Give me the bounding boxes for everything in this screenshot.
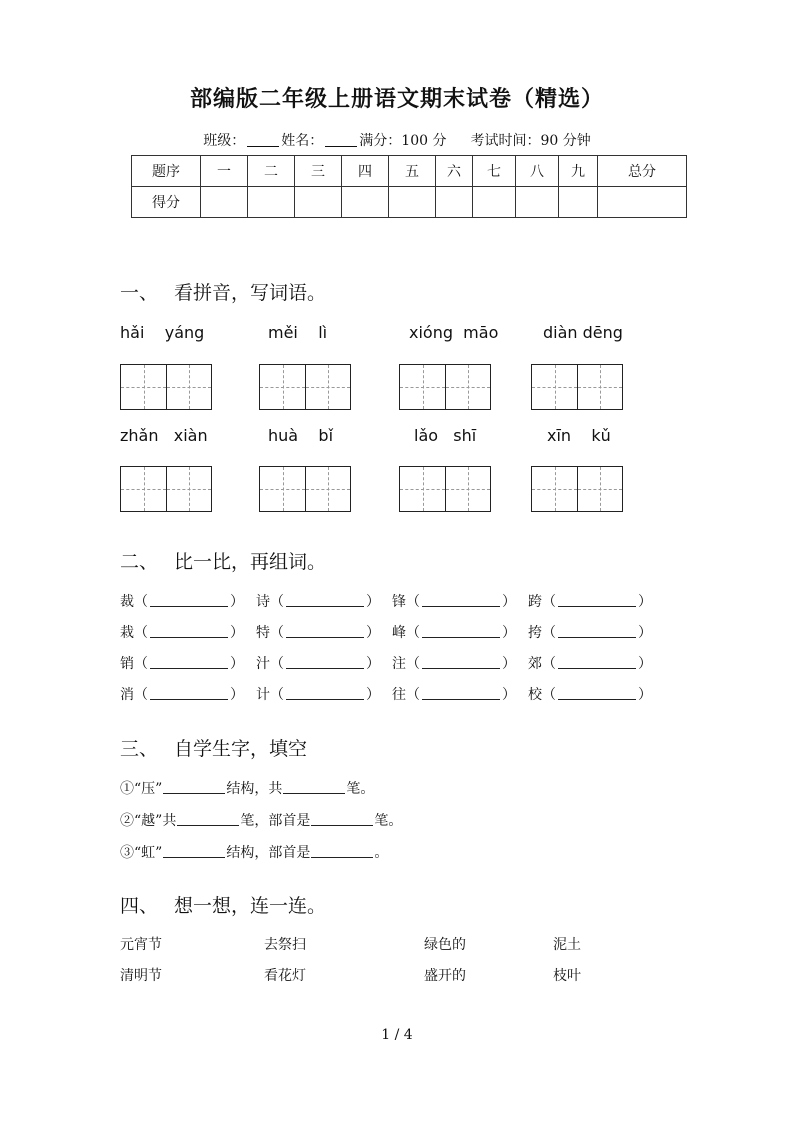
character: 跨 (528, 594, 542, 610)
answer-blank[interactable] (163, 845, 225, 858)
open-paren: （ (542, 625, 556, 641)
section-title: 自学生字，填空 (174, 738, 308, 760)
answer-blank[interactable] (163, 781, 225, 794)
close-paren: ） (366, 594, 380, 610)
class-label: 班级： (203, 133, 246, 149)
score-header: 四 (342, 156, 389, 187)
fill-text: ③“虹” (120, 845, 163, 861)
answer-blank[interactable] (558, 656, 636, 669)
character: 诗 (256, 594, 270, 610)
match-item[interactable]: 清明节 (120, 968, 162, 984)
score-cell[interactable] (201, 187, 248, 218)
close-paren: ） (638, 594, 652, 610)
close-paren: ） (230, 687, 244, 703)
writing-grid[interactable] (259, 466, 351, 512)
character: 栽 (120, 625, 134, 641)
answer-blank[interactable] (558, 687, 636, 700)
answer-blank[interactable] (558, 625, 636, 638)
match-item[interactable]: 元宵节 (120, 937, 162, 953)
page-title: 部编版二年级上册语文期末试卷（精选） (189, 86, 604, 112)
answer-blank[interactable] (150, 594, 228, 607)
word-pair-item (528, 684, 652, 704)
pinyin-label: xióng māo (409, 323, 499, 342)
close-paren: ） (366, 625, 380, 641)
character: 郊 (528, 656, 542, 672)
pinyin-label: zhǎn xiàn (120, 426, 208, 445)
score-header: 题序 (132, 156, 201, 187)
score-header: 二 (248, 156, 295, 187)
section-title: 看拼音，写词语。 (174, 282, 327, 304)
character: 往 (392, 687, 406, 703)
fill-text: 结构，共 (226, 781, 283, 797)
character: 特 (256, 625, 270, 641)
close-paren: ） (638, 656, 652, 672)
exam-info (0, 130, 794, 150)
close-paren: ） (502, 687, 516, 703)
close-paren: ） (502, 625, 516, 641)
exam-time: 考试时间：90 分钟 (470, 133, 591, 149)
writing-grid[interactable] (259, 364, 351, 410)
open-paren: （ (406, 625, 420, 641)
answer-blank[interactable] (286, 656, 364, 669)
character: 挎 (528, 625, 542, 641)
character: 汁 (256, 656, 270, 672)
section-number: 四、 (120, 895, 159, 917)
character: 峰 (392, 625, 406, 641)
close-paren: ） (638, 625, 652, 641)
section1-heading (120, 278, 326, 305)
match-item[interactable]: 盛开的 (424, 968, 466, 984)
open-paren: （ (270, 625, 284, 641)
score-header: 八 (516, 156, 559, 187)
score-header: 九 (559, 156, 598, 187)
score-header-row (132, 156, 687, 187)
fill-text: 。 (374, 845, 389, 861)
word-pair-item (256, 591, 380, 611)
score-cell[interactable] (598, 187, 687, 218)
match-item[interactable]: 绿色的 (424, 937, 466, 953)
answer-blank[interactable] (150, 656, 228, 669)
match-item[interactable]: 泥土 (553, 937, 581, 953)
writing-grid[interactable] (120, 466, 212, 512)
answer-blank[interactable] (311, 813, 373, 826)
answer-blank[interactable] (286, 687, 364, 700)
score-cell[interactable] (295, 187, 342, 218)
character: 锋 (392, 594, 406, 610)
open-paren: （ (406, 594, 420, 610)
close-paren: ） (230, 594, 244, 610)
pinyin-label: huà bǐ (268, 426, 334, 445)
match-item[interactable]: 看花灯 (264, 968, 306, 984)
answer-blank[interactable] (150, 687, 228, 700)
word-pair-item (392, 684, 516, 704)
pinyin-label: hǎi yáng (120, 323, 205, 342)
close-paren: ） (366, 687, 380, 703)
character: 计 (256, 687, 270, 703)
score-value-row (132, 187, 687, 218)
word-pair-item (120, 591, 244, 611)
close-paren: ） (502, 594, 516, 610)
character: 销 (120, 656, 134, 672)
score-header: 三 (295, 156, 342, 187)
answer-blank[interactable] (283, 781, 345, 794)
section-title: 想一想，连一连。 (174, 895, 327, 917)
open-paren: （ (406, 656, 420, 672)
answer-blank[interactable] (150, 625, 228, 638)
score-cell[interactable] (342, 187, 389, 218)
score-header: 六 (436, 156, 473, 187)
match-item[interactable]: 去祭扫 (264, 937, 306, 953)
fill-text: ①“压” (120, 781, 163, 797)
character: 注 (392, 656, 406, 672)
answer-blank[interactable] (422, 687, 500, 700)
section-number: 三、 (120, 738, 159, 760)
character: 消 (120, 687, 134, 703)
fill-item (120, 778, 374, 798)
score-cell[interactable] (389, 187, 436, 218)
section-title: 比一比，再组词。 (174, 551, 327, 573)
word-pair-item (256, 622, 380, 642)
writing-grid[interactable] (531, 364, 623, 410)
word-pair-item (528, 591, 652, 611)
answer-blank[interactable] (177, 813, 239, 826)
full-score: 满分：100 分 (359, 133, 447, 149)
character: 裁 (120, 594, 134, 610)
pinyin-label: xīn kǔ (547, 426, 611, 445)
writing-grid[interactable] (120, 364, 212, 410)
score-cell[interactable] (248, 187, 295, 218)
score-cell[interactable] (559, 187, 598, 218)
answer-blank[interactable] (558, 594, 636, 607)
score-header: 五 (389, 156, 436, 187)
close-paren: ） (638, 687, 652, 703)
score-header: 一 (201, 156, 248, 187)
name-label: 姓名： (281, 133, 324, 149)
character: 校 (528, 687, 542, 703)
close-paren: ） (230, 656, 244, 672)
open-paren: （ (134, 687, 148, 703)
open-paren: （ (134, 625, 148, 641)
score-cell[interactable] (473, 187, 516, 218)
close-paren: ） (502, 656, 516, 672)
open-paren: （ (542, 687, 556, 703)
word-pair-item (256, 684, 380, 704)
word-pair-item (120, 653, 244, 673)
open-paren: （ (270, 594, 284, 610)
close-paren: ） (366, 656, 380, 672)
open-paren: （ (134, 656, 148, 672)
pinyin-label: lǎo shī (414, 426, 477, 445)
word-pair-item (528, 622, 652, 642)
fill-text: 结构，部首是 (226, 845, 311, 861)
open-paren: （ (406, 687, 420, 703)
answer-blank[interactable] (311, 845, 373, 858)
open-paren: （ (542, 656, 556, 672)
section-number: 二、 (120, 551, 159, 573)
answer-blank[interactable] (422, 625, 500, 638)
open-paren: （ (542, 594, 556, 610)
open-paren: （ (134, 594, 148, 610)
word-pair-item (392, 622, 516, 642)
fill-text: ②“越”共 (120, 813, 177, 829)
answer-blank[interactable] (286, 594, 364, 607)
section3-heading (120, 734, 307, 761)
answer-blank[interactable] (286, 625, 364, 638)
word-pair-item (528, 653, 652, 673)
fill-text: 笔。 (346, 781, 375, 797)
word-pair-item (120, 622, 244, 642)
open-paren: （ (270, 687, 284, 703)
score-header: 七 (473, 156, 516, 187)
writing-grid[interactable] (531, 466, 623, 512)
pinyin-label: diàn dēng (543, 323, 623, 342)
fill-item (120, 842, 388, 862)
match-item[interactable]: 枝叶 (553, 968, 581, 984)
section2-heading (120, 547, 326, 574)
page-number: 1 / 4 (381, 1027, 413, 1043)
score-row-label: 得分 (132, 187, 201, 218)
fill-item (120, 810, 402, 830)
writing-grid[interactable] (399, 364, 491, 410)
fill-text: 笔。 (374, 813, 403, 829)
word-pair-item (392, 653, 516, 673)
score-cell[interactable] (436, 187, 473, 218)
answer-blank[interactable] (422, 656, 500, 669)
word-pair-item (392, 591, 516, 611)
word-pair-item (256, 653, 380, 673)
writing-grid[interactable] (399, 466, 491, 512)
fill-text: 笔，部首是 (240, 813, 311, 829)
open-paren: （ (270, 656, 284, 672)
close-paren: ） (230, 625, 244, 641)
answer-blank[interactable] (422, 594, 500, 607)
section4-heading (120, 891, 326, 918)
score-table (131, 155, 687, 218)
name-blank[interactable] (325, 132, 357, 147)
pinyin-label: měi lì (268, 323, 328, 342)
word-pair-item (120, 684, 244, 704)
class-blank[interactable] (247, 132, 279, 147)
section-number: 一、 (120, 282, 159, 304)
score-cell[interactable] (516, 187, 559, 218)
score-header: 总分 (598, 156, 687, 187)
